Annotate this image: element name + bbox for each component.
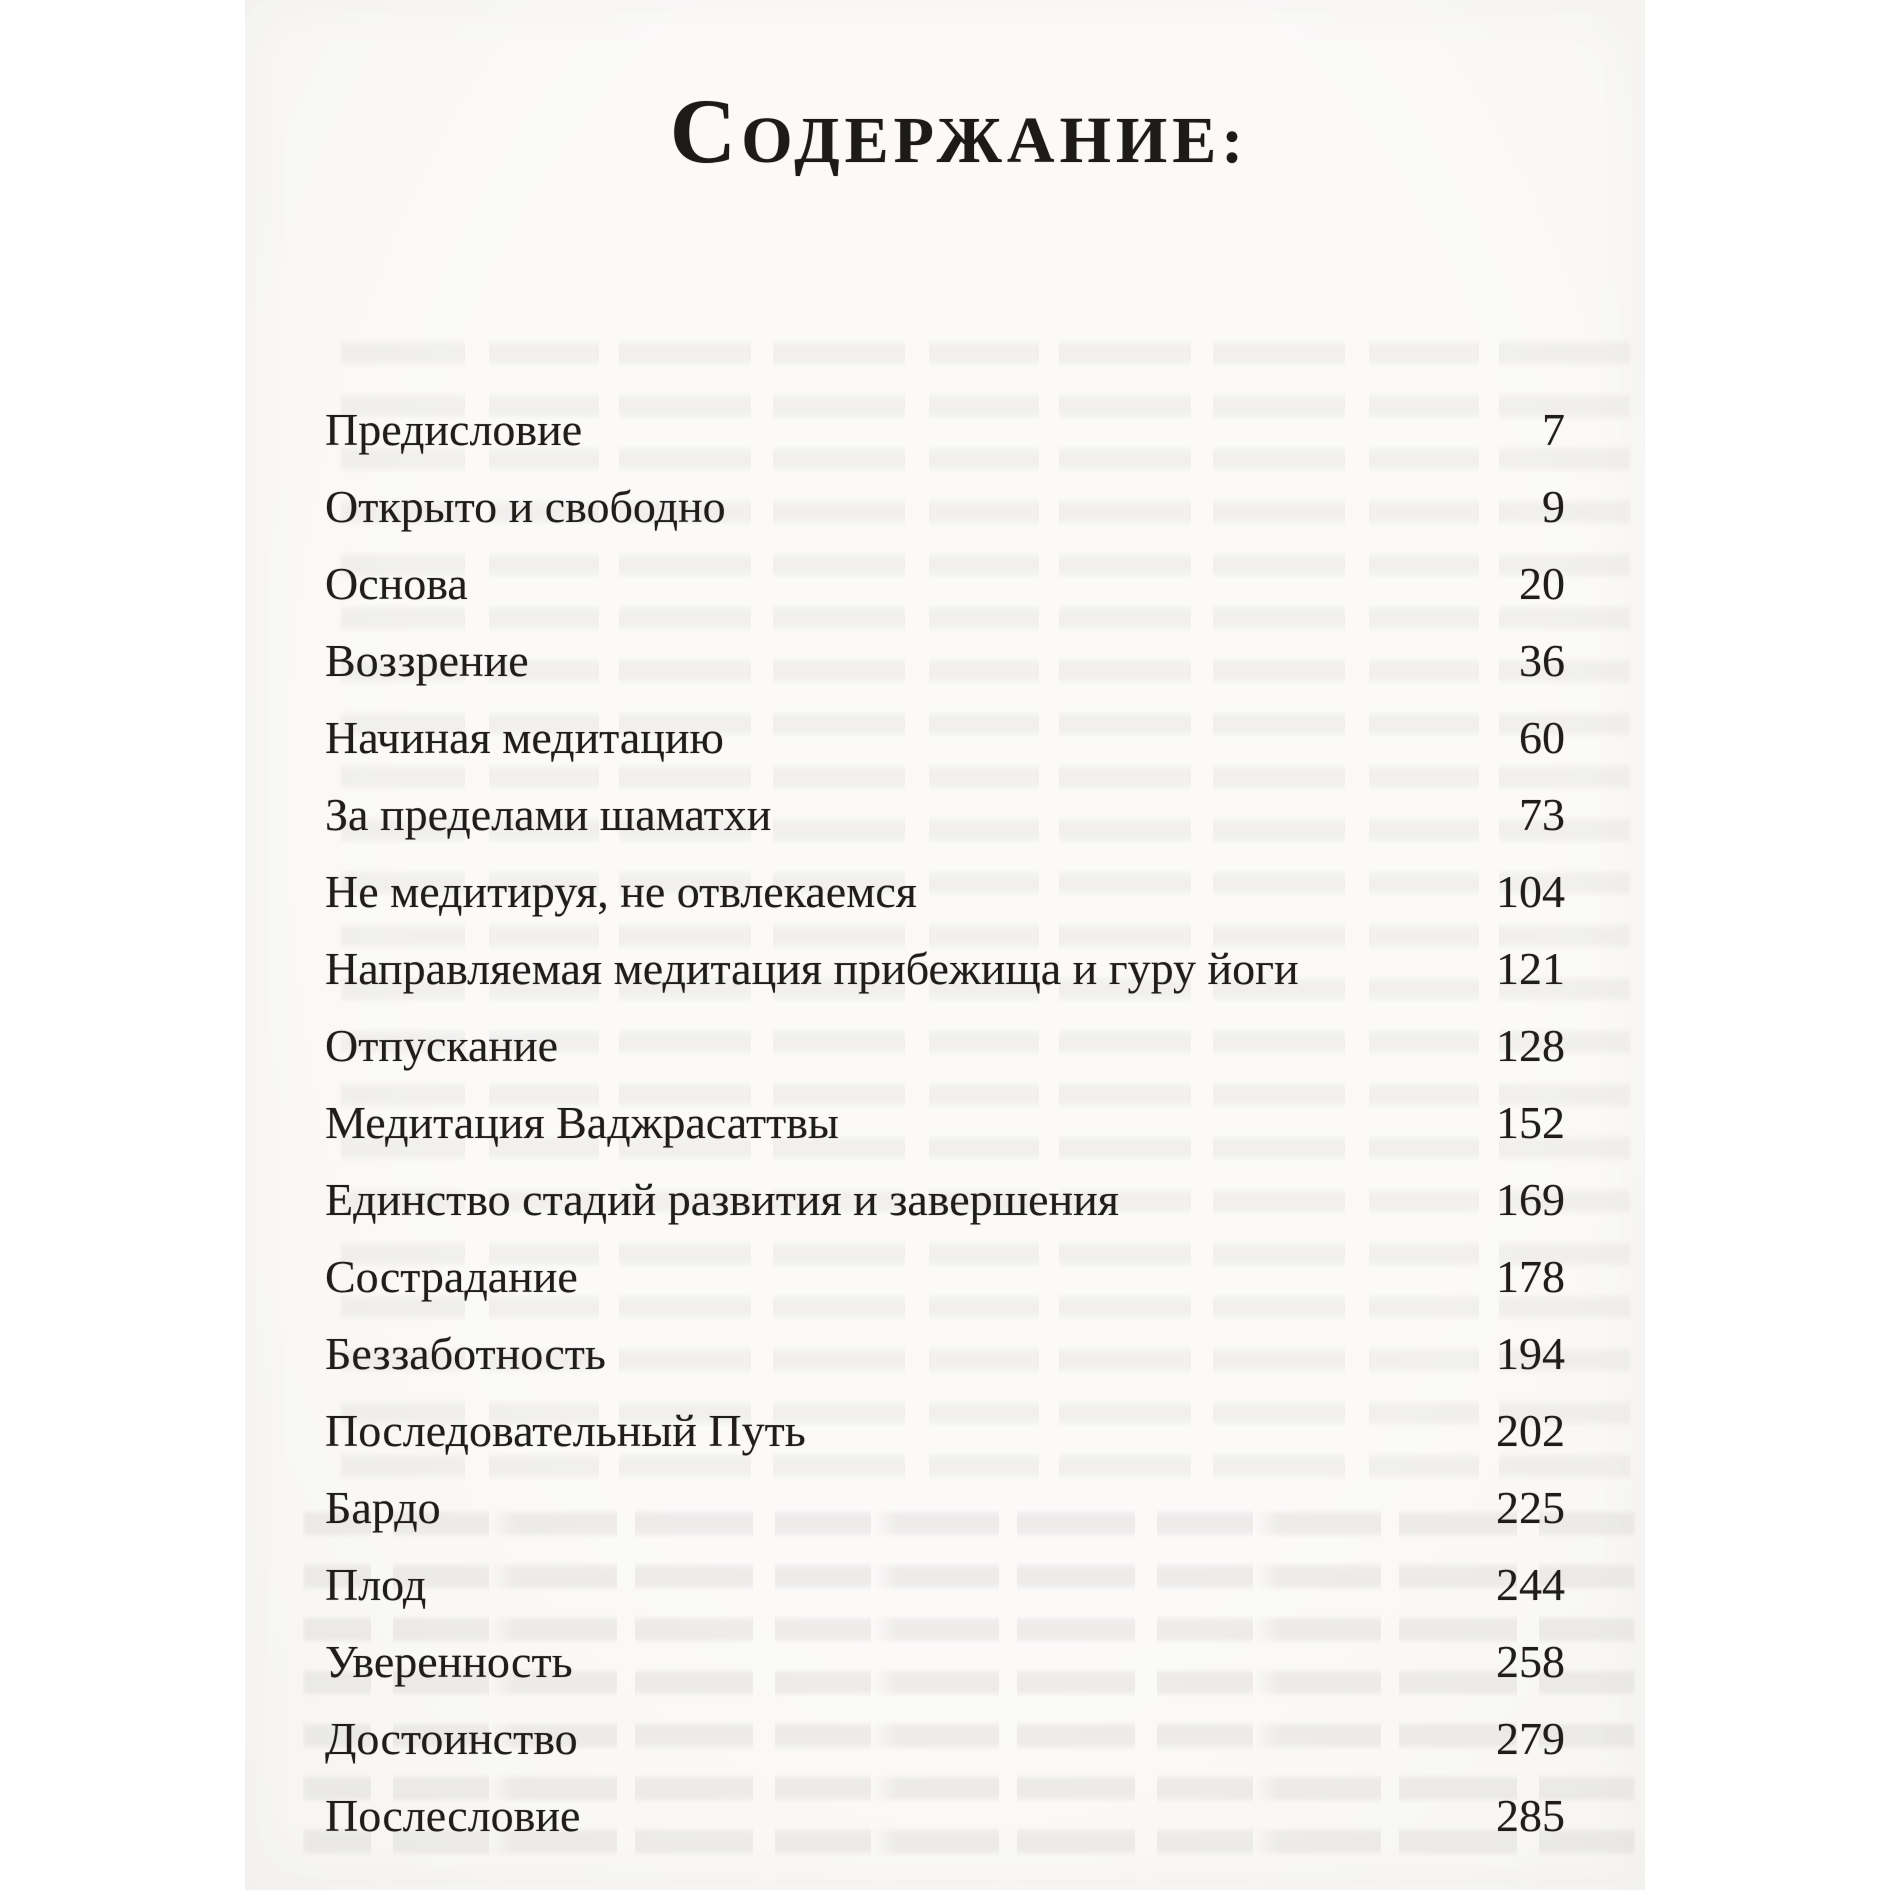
- toc-row: [325, 930, 1565, 1007]
- toc-entry-page: 152: [1496, 1097, 1565, 1148]
- toc-entry-title: Начиная медитацию: [325, 712, 724, 763]
- toc-row: [325, 1469, 1565, 1546]
- toc-entry-page: 244: [1496, 1559, 1565, 1610]
- toc-entry-title: Единство стадий развития и завершения: [325, 1174, 1119, 1225]
- toc-entry-title: Не медитируя, не отвлекаемся: [325, 866, 917, 917]
- toc-entry-title: Уверенность: [325, 1636, 573, 1687]
- toc-row: [325, 1623, 1565, 1700]
- toc-entry-title: Бардо: [325, 1482, 441, 1533]
- toc-row: [325, 1238, 1565, 1315]
- toc-row: [325, 545, 1565, 622]
- book-page: [245, 0, 1645, 1890]
- toc-entry-title: Плод: [325, 1559, 427, 1610]
- toc-row: [325, 391, 1565, 468]
- toc-row: [325, 622, 1565, 699]
- table-of-contents: [325, 391, 1565, 1854]
- toc-entry-page: 73: [1519, 789, 1565, 840]
- page-title-rest: ОДЕРЖАНИЕ:: [741, 104, 1249, 178]
- toc-row: [325, 699, 1565, 776]
- toc-entry-page: 36: [1519, 635, 1565, 686]
- toc-entry-title: Сострадание: [325, 1251, 578, 1302]
- toc-entry-title: Последовательный Путь: [325, 1405, 806, 1456]
- toc-entry-page: 285: [1496, 1790, 1565, 1841]
- page-title-initial: С: [669, 80, 742, 183]
- toc-entry-page: 9: [1542, 481, 1565, 532]
- toc-entry-page: 169: [1496, 1174, 1565, 1225]
- toc-row: [325, 1315, 1565, 1392]
- toc-row: [325, 1084, 1565, 1161]
- toc-entry-page: 258: [1496, 1636, 1565, 1687]
- toc-row: [325, 1700, 1565, 1777]
- toc-entry-title: Медитация Ваджрасаттвы: [325, 1097, 839, 1148]
- toc-row: [325, 1007, 1565, 1084]
- toc-entry-page: 178: [1496, 1251, 1565, 1302]
- toc-entry-page: 194: [1496, 1328, 1565, 1379]
- toc-entry-page: 225: [1496, 1482, 1565, 1533]
- toc-row: [325, 853, 1565, 930]
- toc-entry-title: Достоинство: [325, 1713, 578, 1764]
- toc-entry-page: 104: [1496, 866, 1565, 917]
- page-title: [245, 80, 1645, 183]
- toc-row: [325, 776, 1565, 853]
- toc-entry-title: За пределами шаматхи: [325, 789, 772, 840]
- toc-entry-title: Отпускание: [325, 1020, 559, 1071]
- toc-row: [325, 1546, 1565, 1623]
- toc-row: [325, 1777, 1565, 1854]
- toc-entry-title: Воззрение: [325, 635, 529, 686]
- toc-row: [325, 1161, 1565, 1238]
- toc-entry-title: Беззаботность: [325, 1328, 606, 1379]
- toc-entry-page: 279: [1496, 1713, 1565, 1764]
- toc-row: [325, 468, 1565, 545]
- toc-entry-title: Предисловие: [325, 404, 583, 455]
- toc-entry-page: 128: [1496, 1020, 1565, 1071]
- toc-entry-title: Направляемая медитация прибежища и гуру йоги: [325, 943, 1299, 994]
- toc-entry-page: 121: [1496, 943, 1565, 994]
- toc-entry-page: 7: [1542, 404, 1565, 455]
- toc-entry-page: 60: [1519, 712, 1565, 763]
- toc-entry-title: Послесловие: [325, 1790, 581, 1841]
- toc-entry-title: Основа: [325, 558, 468, 609]
- toc-entry-page: 20: [1519, 558, 1565, 609]
- toc-entry-page: 202: [1496, 1405, 1565, 1456]
- toc-row: [325, 1392, 1565, 1469]
- toc-entry-title: Открыто и свободно: [325, 481, 726, 532]
